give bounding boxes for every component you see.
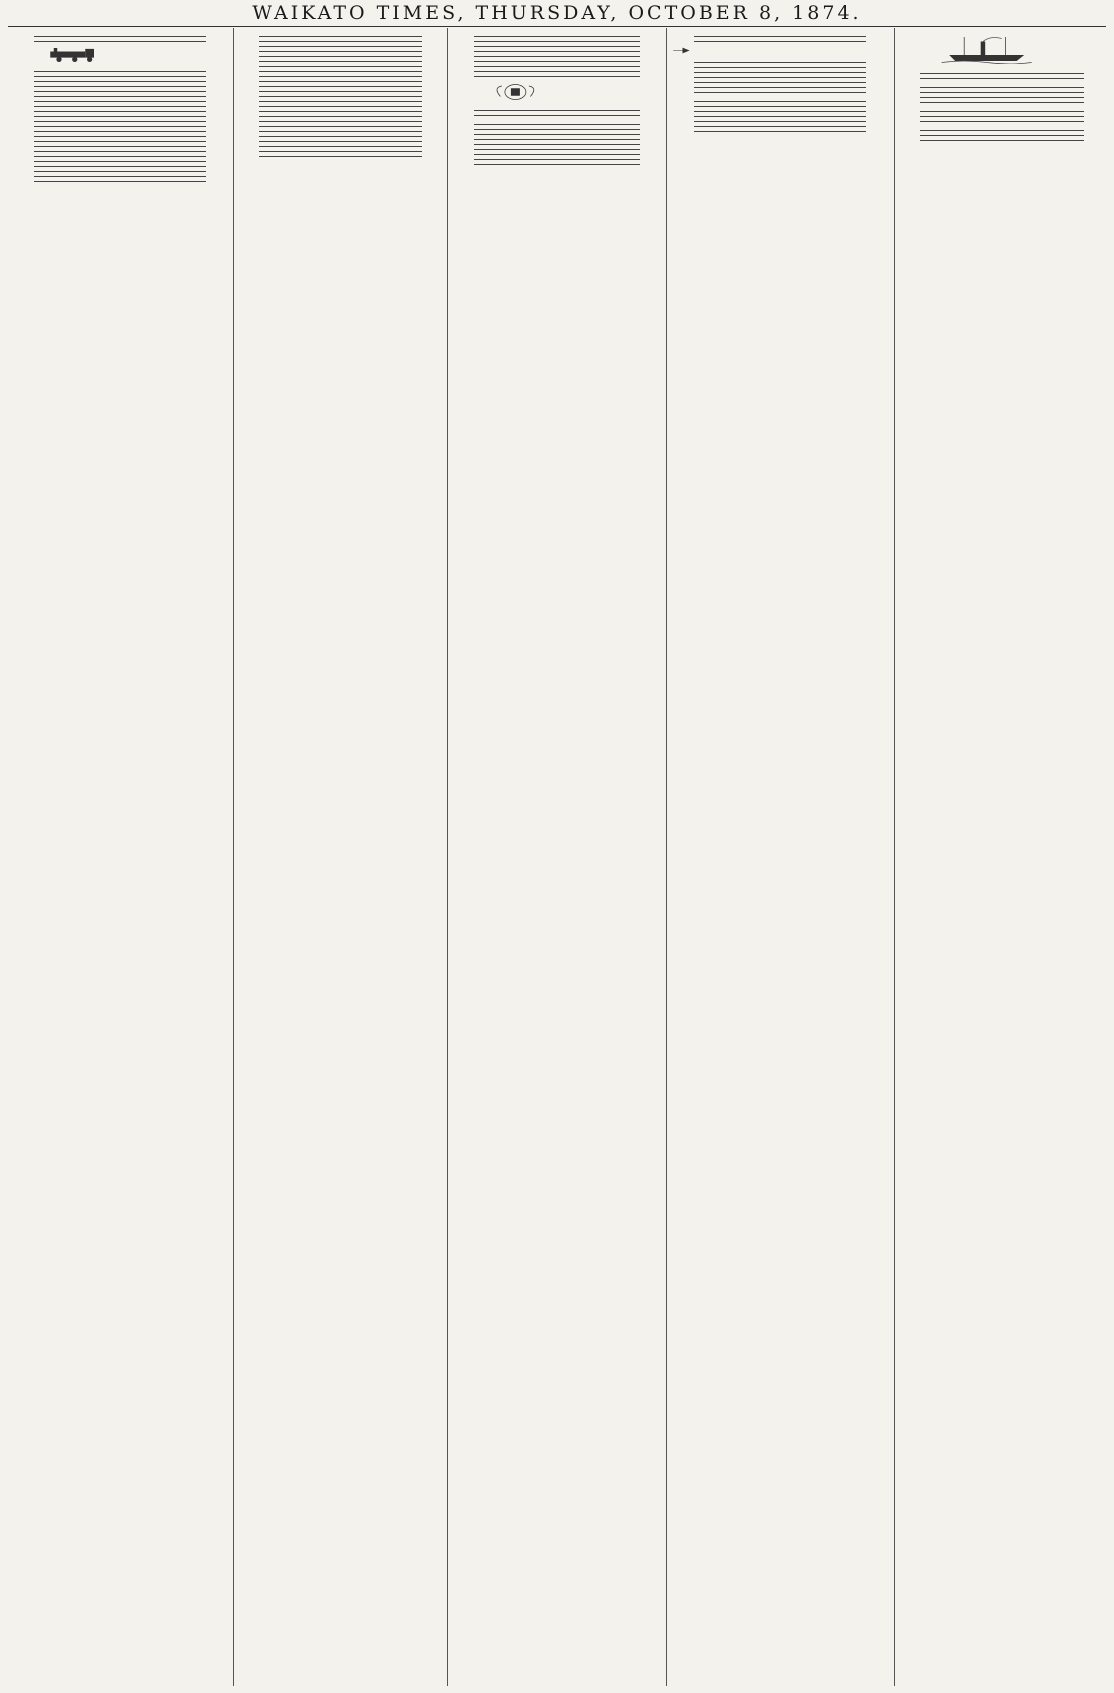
advert-divider <box>694 87 867 88</box>
advert-divider <box>259 116 421 117</box>
advert-divider <box>474 139 640 140</box>
advert-block <box>672 46 888 58</box>
advert-divider <box>694 72 867 73</box>
advert-divider <box>34 141 206 142</box>
advert-divider <box>920 102 1083 103</box>
advert-divider <box>694 62 867 63</box>
advert-divider <box>259 41 421 42</box>
pointing-hand-icon <box>672 46 690 55</box>
advert-divider <box>34 121 206 122</box>
column-3 <box>453 32 661 1684</box>
advert-divider <box>34 146 206 147</box>
advert-divider <box>34 181 206 182</box>
column-4 <box>672 32 888 1684</box>
advert-divider <box>259 56 421 57</box>
advert-divider <box>920 140 1083 141</box>
advert-divider <box>920 78 1083 79</box>
advert-divider <box>474 51 640 52</box>
advert-divider <box>259 36 421 37</box>
advert-divider <box>920 97 1083 98</box>
advert-divider <box>34 166 206 167</box>
advert-divider <box>34 171 206 172</box>
advert-divider <box>474 149 640 150</box>
advert-divider <box>259 91 421 92</box>
advert-divider <box>920 121 1083 122</box>
advert-divider <box>34 96 206 97</box>
advert-divider <box>259 81 421 82</box>
advert-divider <box>259 71 421 72</box>
advert-divider <box>474 71 640 72</box>
advert-divider <box>34 161 206 162</box>
advert-divider <box>259 126 421 127</box>
advert-divider <box>34 151 206 152</box>
advert-divider <box>259 86 421 87</box>
steamship-illustration <box>900 34 1073 64</box>
advert-divider <box>474 66 640 67</box>
advert-divider <box>920 111 1083 112</box>
advert-divider <box>259 146 421 147</box>
advert-divider <box>259 66 421 67</box>
column-divider <box>894 28 895 1686</box>
advert-divider <box>474 154 640 155</box>
advert-divider <box>694 82 867 83</box>
advert-divider <box>34 86 206 87</box>
advert-divider <box>34 76 206 77</box>
advert-divider <box>474 56 640 57</box>
advert-divider <box>34 106 206 107</box>
trade-mark-crest-icon <box>453 83 578 101</box>
advert-divider <box>474 110 640 111</box>
masthead-rule <box>8 26 1106 27</box>
advert-divider <box>34 71 206 72</box>
advert-divider <box>920 130 1083 131</box>
advert-divider <box>34 116 206 117</box>
advert-divider <box>694 106 867 107</box>
advert-divider <box>474 164 640 165</box>
advert-divider <box>34 81 206 82</box>
advert-divider <box>34 111 206 112</box>
advert-divider <box>694 101 867 102</box>
advert-divider <box>259 136 421 137</box>
advert-divider <box>694 36 867 37</box>
advert-divider <box>694 121 867 122</box>
advert-divider <box>474 159 640 160</box>
advert-divider <box>34 126 206 127</box>
advert-divider <box>34 101 206 102</box>
locomotive-icon <box>12 48 141 62</box>
column-divider <box>233 28 234 1686</box>
advert-divider <box>259 151 421 152</box>
advert-divider <box>259 121 421 122</box>
advert-divider <box>920 135 1083 136</box>
advert-divider <box>694 111 867 112</box>
advert-divider <box>259 96 421 97</box>
advert-divider <box>694 131 867 132</box>
advert-divider <box>259 51 421 52</box>
column-1 <box>12 32 227 1684</box>
advert-divider <box>920 73 1083 74</box>
advert-block <box>12 46 227 67</box>
advert-divider <box>474 144 640 145</box>
advert-divider <box>474 124 640 125</box>
advert-divider <box>474 61 640 62</box>
masthead: WAIKATO TIMES, THURSDAY, OCTOBER 8, 1874. <box>252 2 862 24</box>
advert-divider <box>474 76 640 77</box>
advert-divider <box>694 116 867 117</box>
advert-divider <box>474 46 640 47</box>
advert-divider <box>34 176 206 177</box>
advert-divider <box>694 41 867 42</box>
column-5 <box>900 32 1104 1684</box>
advert-divider <box>259 141 421 142</box>
advert-divider <box>34 156 206 157</box>
advert-divider <box>920 92 1083 93</box>
advert-divider <box>34 91 206 92</box>
advert-block <box>453 81 661 106</box>
advert-divider <box>694 126 867 127</box>
advert-divider <box>920 87 1083 88</box>
advert-divider <box>259 131 421 132</box>
advert-divider <box>694 92 867 93</box>
advert-divider <box>34 36 206 37</box>
advert-divider <box>474 134 640 135</box>
advert-divider <box>474 36 640 37</box>
advert-divider <box>694 77 867 78</box>
advert-divider <box>474 129 640 130</box>
advert-divider <box>694 67 867 68</box>
advert-divider <box>259 106 421 107</box>
advert-divider <box>920 116 1083 117</box>
advert-divider <box>259 156 421 157</box>
column-divider <box>447 28 448 1686</box>
advert-divider <box>259 76 421 77</box>
advert-divider <box>259 111 421 112</box>
advert-divider <box>474 41 640 42</box>
advert-divider <box>34 41 206 42</box>
advert-divider <box>34 131 206 132</box>
column-divider <box>666 28 667 1686</box>
advert-divider <box>34 136 206 137</box>
advert-divider <box>259 46 421 47</box>
advert-divider <box>259 101 421 102</box>
column-2 <box>239 32 442 1684</box>
advert-divider <box>259 61 421 62</box>
advert-divider <box>474 115 640 116</box>
